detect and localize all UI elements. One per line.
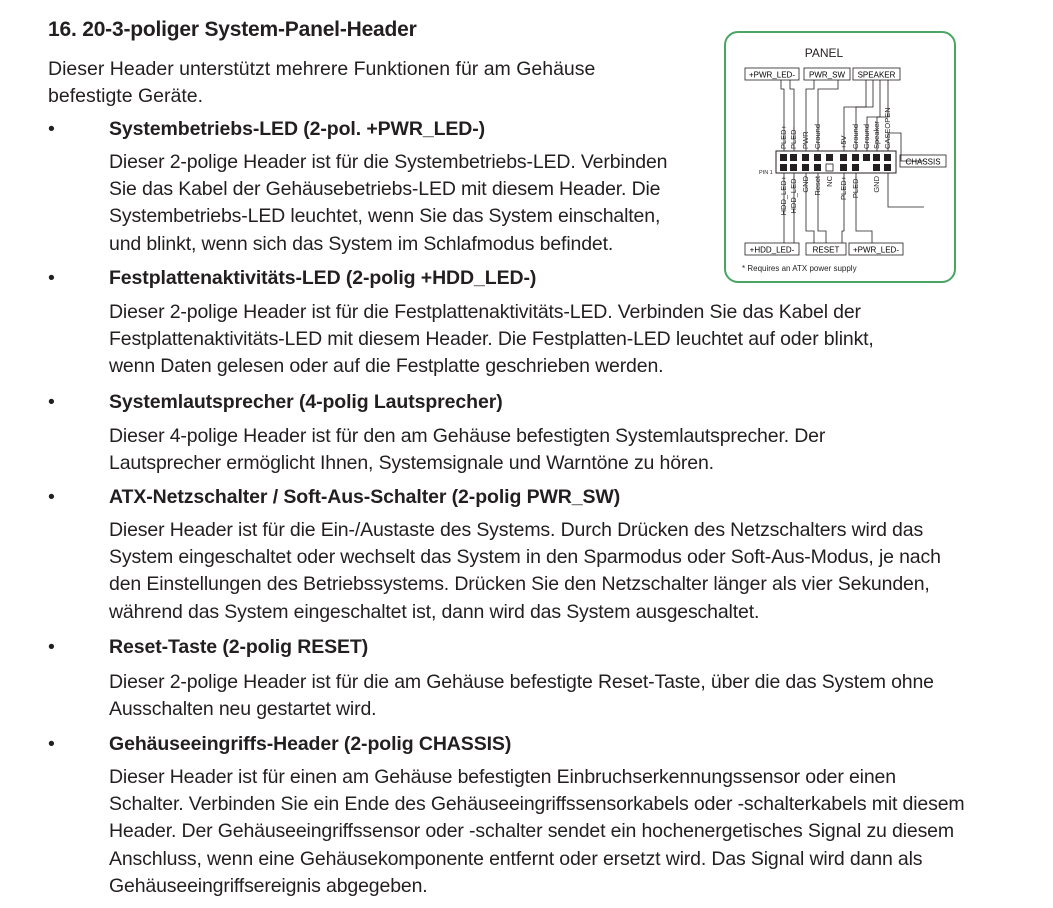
pin-label-top: PLED-	[789, 126, 798, 149]
pin-label-bottom: GND	[801, 176, 810, 193]
panel-diagram	[724, 31, 956, 283]
item-title-text: ATX-Netzschalter / Soft-Aus-Schalter (2-polig PWR_SW)	[109, 486, 621, 508]
item-title-hdd-led	[48, 267, 536, 290]
pin1-label: PIN 1	[759, 170, 773, 176]
pin-label-bottom: HDD_LED+	[779, 176, 788, 216]
diagram-title: PANEL	[804, 46, 844, 60]
item-title-power-switch	[48, 486, 620, 509]
item-title-text: Gehäuseeingriffs-Header (2-polig CHASSIS)	[109, 733, 512, 755]
bullet: •	[48, 267, 55, 289]
item-desc-power-led: Dieser 2-polige Header ist für die Systembetriebs-LED. Verbinden Sie das Kabel der Gehäusebetriebs-LED mit diesem Header. Die Systembetriebs-LED leuchtet, wenn Sie das System einschalten, und blinkt, wenn sich das System im Schlafmodus befindet.	[109, 151, 668, 255]
pin-label-top: +5V	[839, 135, 848, 149]
pin-label-top: Ground	[851, 123, 860, 149]
item-title-reset	[48, 636, 368, 659]
diagram-footnote: * Requires an ATX power supply	[742, 264, 857, 273]
item-desc-chassis: Dieser Header ist für einen am Gehäuse befestigten Einbruchserkennungssensor oder einen Schalter. Verbinden Sie ein Ende des Gehäuseeingriffssensorkabels oder -schalterkabels mit diesem Header. Der Gehäuseeingriffssensor oder -schalter sendet ein hochenergetisches Signal zu diesem Anschluss, wenn eine Gehäusekomponente entfernt oder ersetzt wird. Das Signal wird dann als Gehäuseeingriffsereignis abgegeben.	[109, 766, 965, 897]
item-title-text: Reset-Taste (2-polig RESET)	[109, 636, 369, 658]
bullet: •	[48, 486, 55, 508]
item-title-chassis	[48, 733, 511, 756]
item-desc-reset: Dieser 2-polige Header ist für die am Gehäuse befestigte Reset-Taste, über die das System ohne Ausschalten neu gestartet wird.	[109, 671, 934, 721]
label-speaker: SPEAKER	[857, 70, 896, 80]
pin-label-top: Ground	[862, 123, 871, 149]
panel-diagram-svg	[726, 33, 954, 281]
pin-label-top: CASEOPEN	[883, 107, 892, 149]
pin-label-top: Ground	[813, 123, 822, 149]
label-reset: RESET	[812, 245, 840, 255]
pin-header	[776, 151, 896, 173]
pin-label-top: PLED+	[779, 125, 788, 149]
item-title-text: Systemlautsprecher (4-polig Lautsprecher)	[109, 391, 503, 413]
pin-label-bottom: PLED+	[839, 176, 848, 200]
section-heading: 16. 20-3-poliger System-Panel-Header	[48, 18, 417, 41]
item-desc-hdd-led: Dieser 2-polige Header ist für die Festplattenaktivitäts-LED. Verbinden Sie das Kabel der Festplattenaktivitäts-LED mit diesem Header. Die Festplatten-LED leuchtet auf oder blinkt, wenn Daten gelesen oder auf die Festplatte geschrieben werden.	[109, 301, 874, 378]
label-hdd-led: +HDD_LED-	[749, 245, 795, 255]
pin-label-bottom: HDD_LED-	[789, 176, 798, 214]
bullet: •	[48, 733, 55, 755]
pin-label-bottom: GND	[872, 176, 881, 193]
label-chassis: CHASSIS	[905, 157, 941, 167]
label-pwr-sw: PWR_SW	[809, 70, 845, 80]
item-desc-power-switch: Dieser Header ist für die Ein-/Austaste des Systems. Durch Drücken des Netzschalters wird das System eingeschaltet oder wechselt das System in den Sparmodus oder Soft-Aus-Modus, je nach den Einstellungen des Betriebssystems. Drücken Sie den Netzschalter länger als vier Sekunden, während das System eingeschaltet ist, dann wird das System ausgeschaltet.	[109, 519, 941, 623]
item-title-power-led	[48, 118, 485, 141]
pin-label-bottom: Reset	[813, 176, 822, 196]
label-pwr-led-top: +PWR_LED-	[748, 70, 796, 80]
item-desc-speaker: Dieser 4-polige Header ist für den am Gehäuse befestigten Systemlautsprecher. Der Lautsprecher ermöglicht Ihnen, Systemsignale und Warntöne zu hören.	[109, 425, 826, 475]
bullet: •	[48, 118, 55, 140]
pin-label-top: Speaker	[872, 121, 881, 149]
item-title-text: Festplattenaktivitäts-LED (2-polig +HDD_LED-)	[109, 267, 537, 289]
label-pwr-led-bottom: +PWR_LED-	[852, 245, 900, 255]
pin-label-bottom: PLED-	[851, 176, 860, 199]
bullet: •	[48, 636, 55, 658]
item-title-text: Systembetriebs-LED (2-pol. +PWR_LED-)	[109, 118, 486, 140]
item-title-speaker	[48, 391, 503, 414]
pin-label-top: PWR	[801, 131, 810, 149]
section-intro: Dieser Header unterstützt mehrere Funktionen für am Gehäuse befestigte Geräte.	[48, 58, 596, 107]
bullet: •	[48, 391, 55, 413]
pin-label-bottom: NC	[825, 176, 834, 187]
